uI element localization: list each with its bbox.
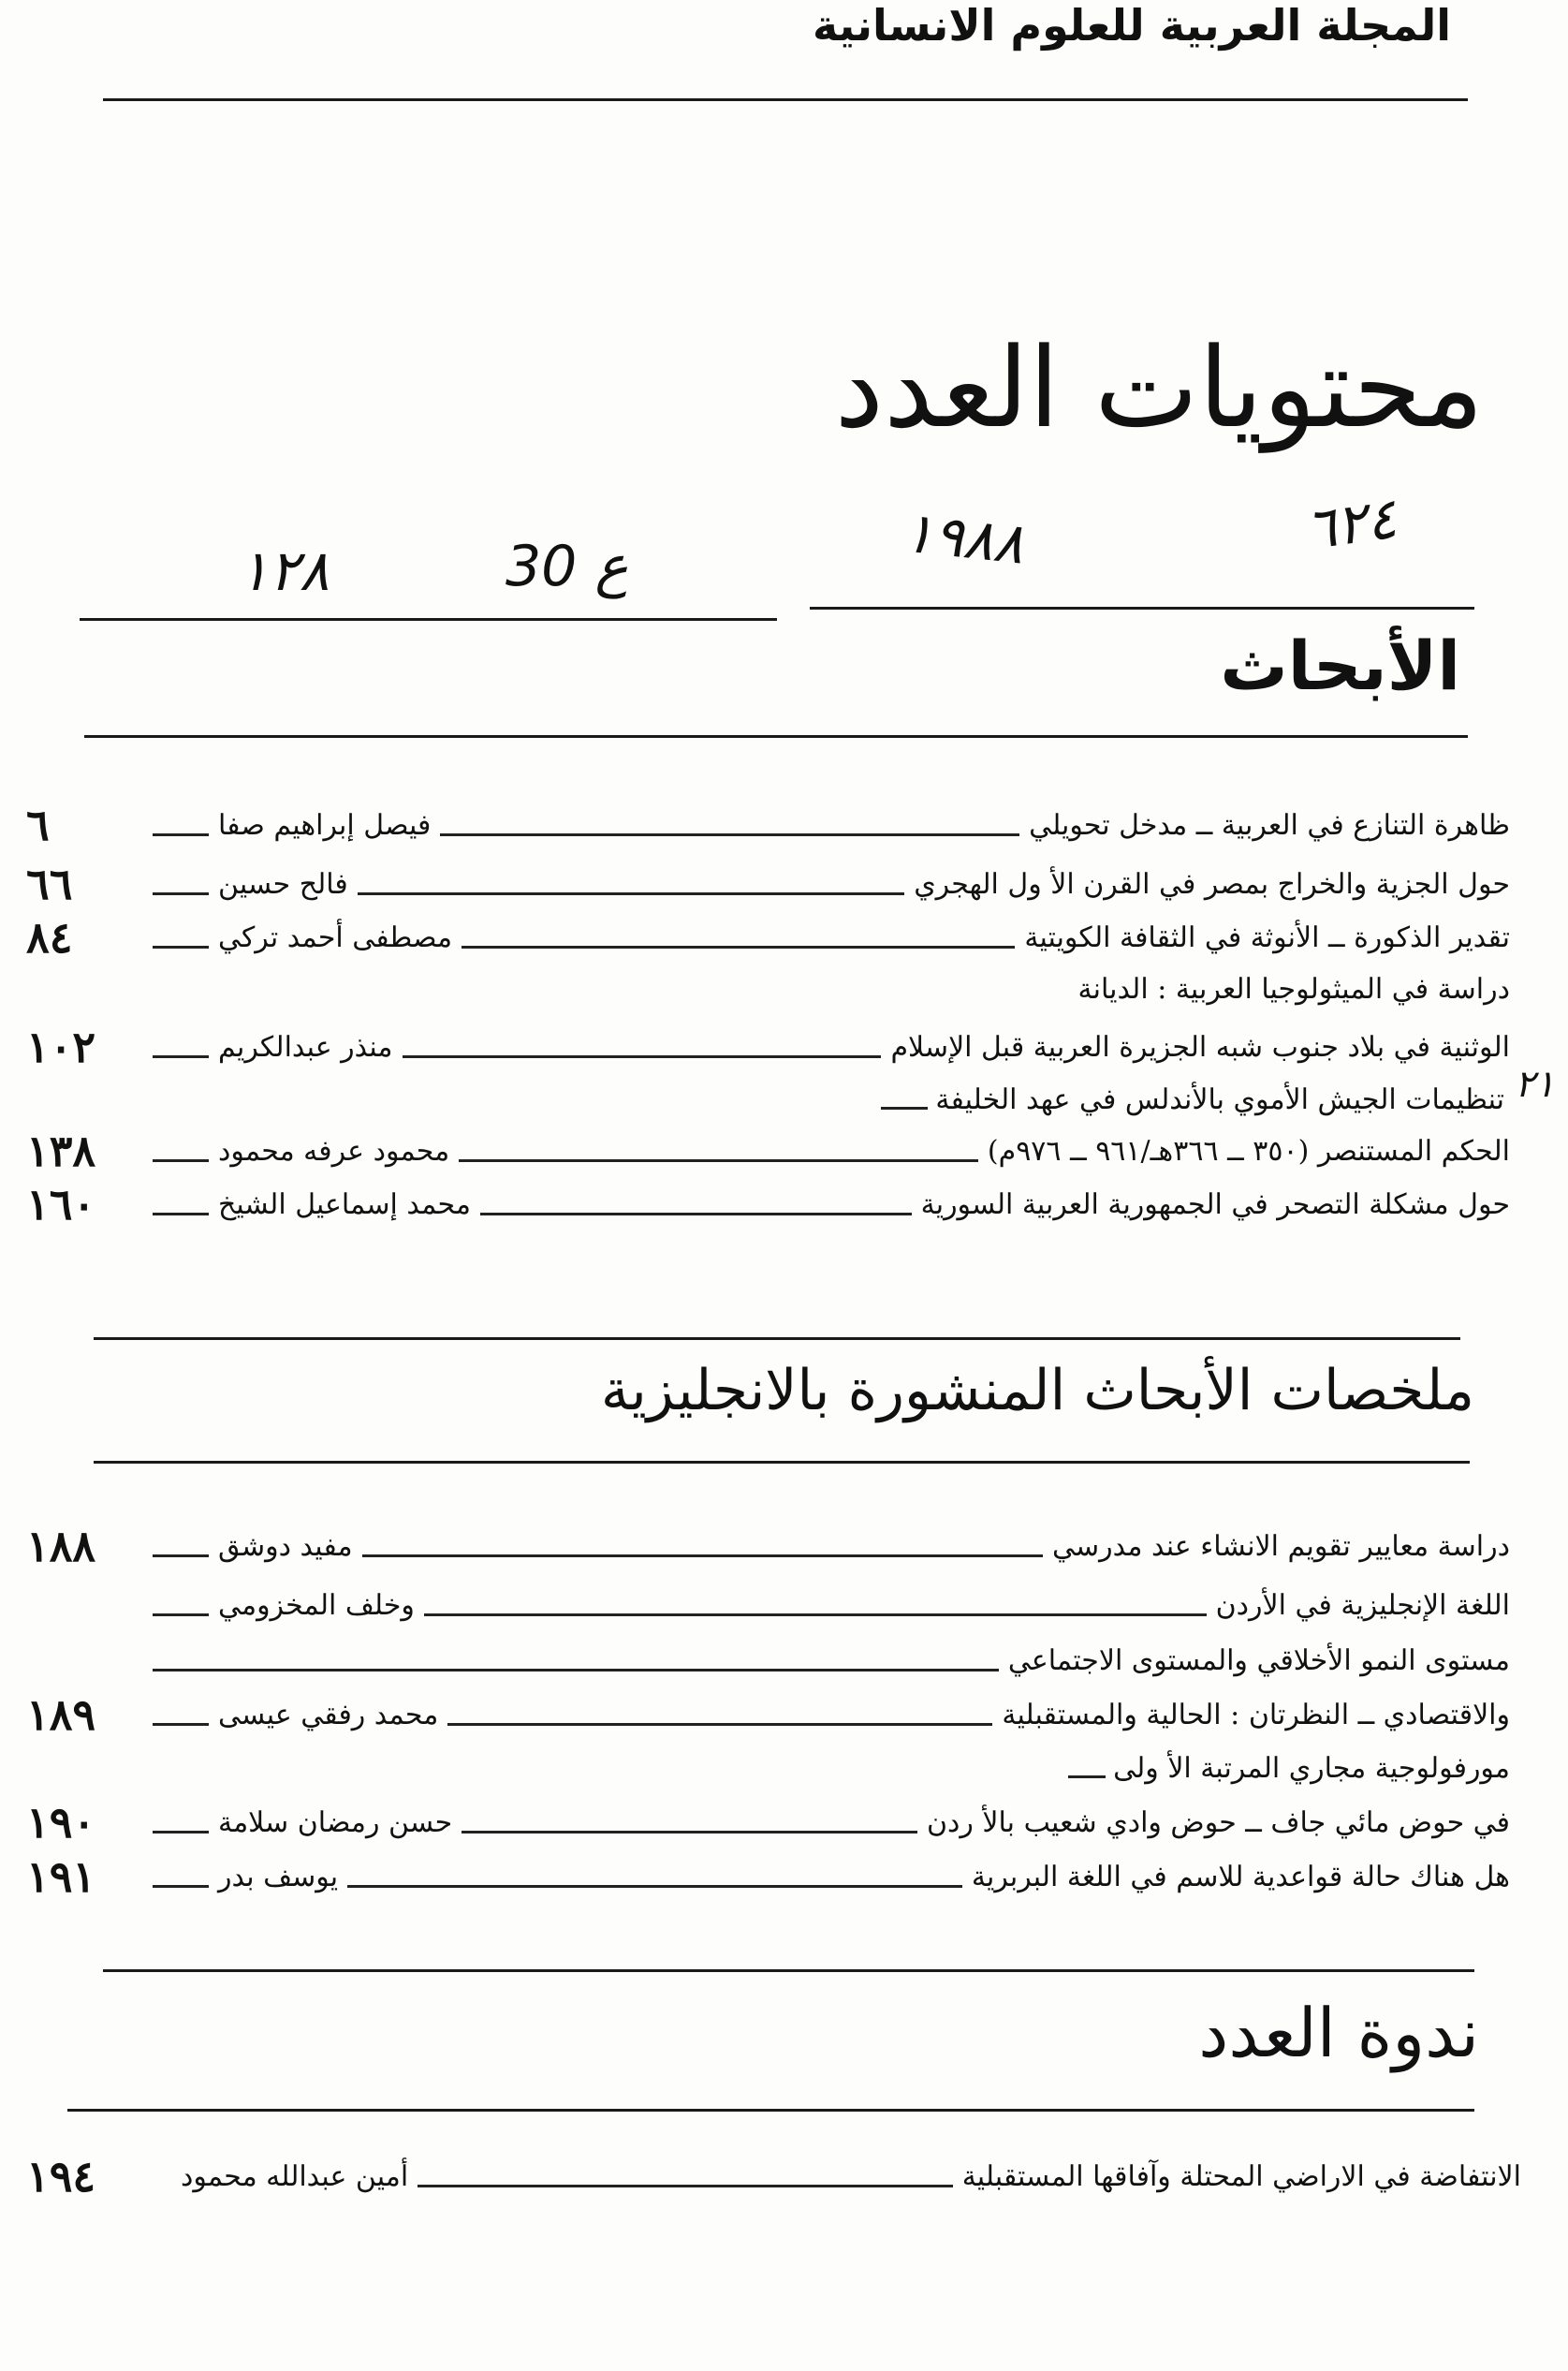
entry-page: ١٩١ (26, 1851, 96, 1902)
leader-line (462, 1831, 917, 1833)
handwritten-year: ١٩٨٨ (900, 499, 1028, 578)
page-dash (153, 1613, 209, 1616)
handwritten-issue-number: ٦٢٤ (1301, 485, 1401, 564)
page-dash (153, 892, 209, 895)
toc-entry[interactable] (26, 860, 1510, 908)
handwritten-volume: ع 30 (506, 534, 629, 599)
leader-line (403, 1055, 882, 1058)
entry-title: حول مشكلة التصحر في الجمهورية العربية السورية (920, 1187, 1510, 1221)
page-dash (153, 1055, 209, 1058)
entry-title: ظاهرة التنازع في العربية ــ مدخل تحويلي (1029, 808, 1510, 842)
journal-name: المجلة العربية للعلوم الانسانية (813, 0, 1451, 51)
entry-page: ١٨٩ (26, 1689, 96, 1740)
entry-page: ١٦٠ (26, 1179, 96, 1230)
toc-entry[interactable] (26, 913, 1510, 962)
entry-page: ٨٤ (26, 912, 73, 963)
entry-title: تقدير الذكورة ــ الأنوثة في الثقافة الكويتية (1024, 920, 1510, 954)
entry-title: والاقتصادي ــ النظرتان : الحالية والمستقبلية (1002, 1698, 1510, 1731)
entry-page: ١٩٤ (26, 2151, 96, 2202)
entry-author: مفيد دوشق (218, 1529, 353, 1563)
page-dash (153, 1723, 209, 1726)
entry-author: محمد رفقي عيسى (218, 1698, 439, 1731)
entry-title: الحكم المستنصر (٣٥٠ ــ ٣٦٦هـ/٩٦١ ــ ٩٧٦م) (987, 1134, 1510, 1168)
toc-entry[interactable] (26, 1581, 1510, 1629)
leader-line (447, 1723, 992, 1726)
page-dash (153, 1159, 209, 1162)
entry-title: مورفولوجية مجاري المرتبة الأ ولى (1113, 1751, 1510, 1785)
handwritten-code: ١٢٨ (239, 538, 330, 604)
entry-page: ٦ (26, 800, 50, 850)
abstracts-heading: ملخصات الأبحاث المنشورة بالانجليزية (600, 1358, 1474, 1423)
toc-entry[interactable] (26, 2152, 1521, 2201)
entry-title: دراسة في الميثولوجيا العربية : الديانة (1077, 972, 1510, 1006)
toc-entry[interactable] (26, 1636, 1510, 1685)
leader-line (424, 1613, 1207, 1616)
entry-author: محمود عرفه محمود (218, 1134, 450, 1168)
entry-title: في حوض مائي جاف ــ حوض وادي شعيب بالأ ردن (927, 1805, 1510, 1839)
toc-entry[interactable] (26, 1852, 1510, 1901)
toc-entry[interactable] (26, 1798, 1510, 1847)
entry-author: فيصل إبراهيم صفا (218, 808, 432, 842)
entry-author: مصطفى أحمد تركي (218, 920, 453, 954)
leader-line (459, 1159, 978, 1162)
page-title: محتويات العدد (834, 323, 1484, 452)
entry-title: حول الجزية والخراج بمصر في القرن الأ ول الهجري (914, 867, 1510, 901)
leader-line (881, 1107, 928, 1110)
entry-page: ١٠٢ (26, 1022, 96, 1072)
entry-author: فالح حسين (218, 867, 348, 901)
page-dash (153, 1213, 209, 1215)
abstracts-top-divider (94, 1337, 1460, 1340)
entry-author: يوسف بدر (218, 1860, 339, 1893)
toc-entry[interactable] (26, 1522, 1510, 1570)
research-top-divider-right (810, 607, 1474, 610)
toc-entry-continued[interactable] (1078, 965, 1510, 1013)
entry-page: ١٩٠ (26, 1797, 96, 1848)
leader-line (153, 1669, 999, 1671)
entry-page: ١٣٨ (26, 1126, 96, 1176)
page-dash (153, 1831, 209, 1833)
entry-author: منذر عبدالكريم (218, 1030, 393, 1064)
entry-title: اللغة الإنجليزية في الأردن (1215, 1588, 1510, 1622)
research-heading: الأبحاث (1220, 626, 1460, 705)
leader-line (358, 892, 904, 895)
toc-entry-continued[interactable] (881, 1075, 1504, 1124)
entry-title: هل هناك حالة قواعدية للاسم في اللغة البربرية (971, 1860, 1510, 1893)
leader-line (462, 946, 1015, 949)
page-dash (153, 833, 209, 836)
entry-page: ٦٦ (26, 859, 73, 909)
entry-title: دراسة معايير تقويم الانشاء عند مدرسي (1051, 1529, 1510, 1563)
symposium-heading: ندوة العدد (1198, 1994, 1479, 2072)
toc-entry[interactable] (26, 1127, 1510, 1175)
toc-entry[interactable] (26, 1023, 1510, 1071)
entry-author: أمين عبدالله محمود (181, 2159, 409, 2193)
leader-line (347, 1885, 962, 1888)
toc-entry[interactable] (26, 801, 1510, 849)
leader-line (480, 1213, 912, 1215)
entry-title: الوثنية في بلاد جنوب شبه الجزيرة العربية قبل الإسلام (890, 1030, 1510, 1064)
entry-author: محمد إسماعيل الشيخ (218, 1187, 471, 1221)
leader-line (1068, 1775, 1106, 1778)
page-dash (153, 1554, 209, 1557)
header-divider (103, 98, 1468, 101)
entry-author: وخلف المخزومي (218, 1588, 415, 1622)
leader-line (418, 2185, 953, 2187)
toc-entry[interactable] (26, 1180, 1510, 1229)
research-top-divider-left (80, 618, 777, 621)
leader-line (440, 833, 1019, 836)
leader-line (362, 1554, 1043, 1557)
entry-title: الانتفاضة في الاراضي المحتلة وآفاقها المستقبلية (961, 2159, 1521, 2193)
entry-author: حسن رمضان سلامة (218, 1805, 453, 1839)
entry-title: مستوى النمو الأخلاقي والمستوى الاجتماعي (1007, 1643, 1510, 1677)
entry-title: تنظيمات الجيش الأموي بالأندلس في عهد الخليفة (935, 1082, 1504, 1116)
toc-entry[interactable] (26, 1690, 1510, 1739)
abstracts-heading-divider (94, 1461, 1470, 1464)
symposium-heading-divider (67, 2109, 1474, 2112)
toc-entry-continued[interactable] (1068, 1744, 1510, 1792)
entry-page: ١٨٨ (26, 1521, 96, 1571)
research-heading-divider (84, 735, 1468, 738)
margin-annotation: ٢١ (1515, 1063, 1555, 1106)
symposium-top-divider (103, 1969, 1474, 1972)
page-dash (153, 1885, 209, 1888)
page-dash (153, 946, 209, 949)
